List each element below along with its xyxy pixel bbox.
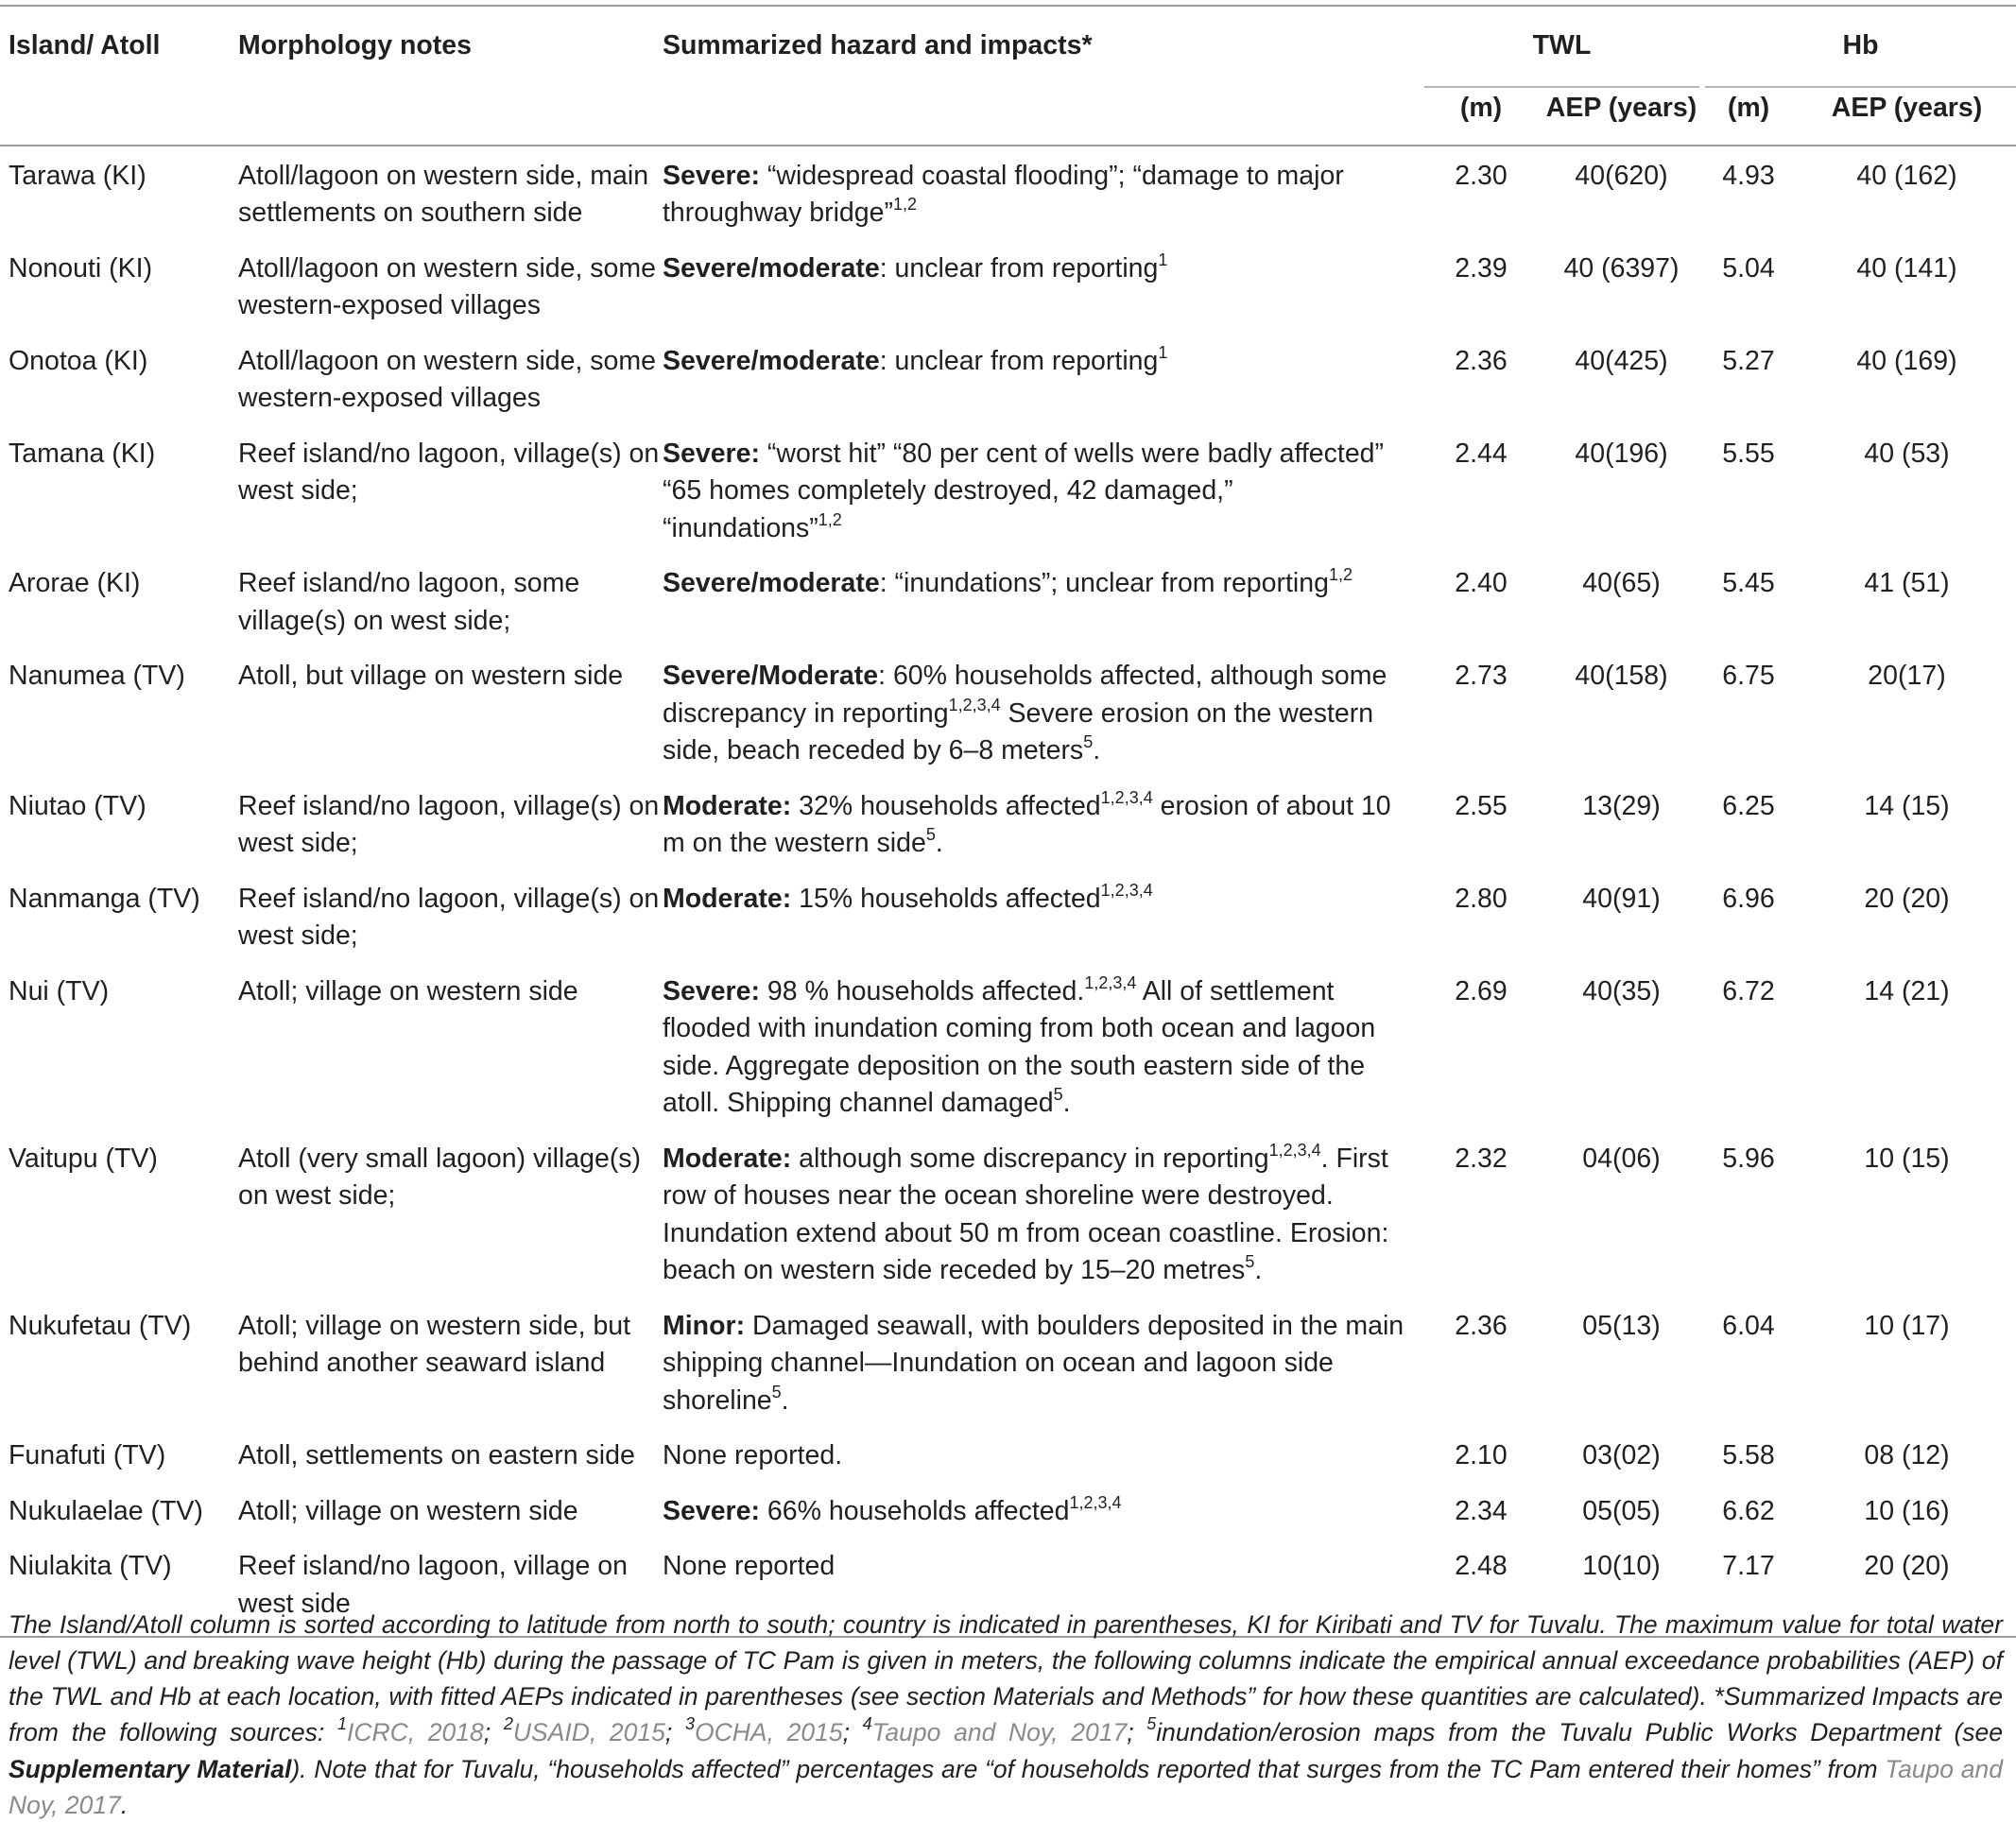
header-morphology: Morphology notes: [238, 6, 663, 88]
header-twl: TWL: [1424, 27, 1699, 88]
cell-impact: [663, 334, 1419, 426]
impact-text: : unclear from reporting: [880, 346, 1159, 376]
cell-morphology: Atoll, but village on western side: [238, 648, 663, 779]
cell-hb-aep: 10 (15): [1798, 1131, 2016, 1298]
impact-text: .: [782, 1385, 789, 1416]
table-row: [0, 146, 2016, 241]
cell-island: Nukulaelae (TV): [0, 1484, 238, 1539]
cell-twl-m: 2.44: [1419, 426, 1543, 557]
header-twl-m: (m): [1419, 88, 1543, 146]
cell-twl-m: 2.69: [1419, 964, 1543, 1131]
severity-label: Severe:: [663, 976, 760, 1006]
cell-twl-aep: 40 (6397): [1543, 241, 1699, 334]
cell-hb-aep: 14 (15): [1798, 779, 2016, 871]
impact-text: “worst hit” “80 per cent of wells were badly affected” “65 homes completely destroyed, 42 damaged,” “inundations”: [663, 439, 1384, 543]
citation-sup: 1,2,3,4: [949, 696, 1001, 714]
impact-text: .: [936, 828, 943, 858]
cell-twl-m: 2.40: [1419, 556, 1543, 648]
cell-impact: [663, 146, 1419, 241]
cell-island: Niutao (TV): [0, 779, 238, 871]
cell-island: Vaitupu (TV): [0, 1131, 238, 1298]
cell-twl-m: 2.73: [1419, 648, 1543, 779]
cell-hb-aep: 40 (141): [1798, 241, 2016, 334]
cell-morphology: Reef island/no lagoon, village(s) on west side;: [238, 779, 663, 871]
impact-text: Severe erosion on the western side, beach receded by 6–8 meters: [663, 698, 1373, 766]
cell-morphology: Reef island/no lagoon, village(s) on west side;: [238, 871, 663, 964]
cell-twl-aep: 40(620): [1543, 146, 1699, 241]
severity-label: Moderate:: [663, 884, 791, 914]
cell-hb-aep: 20(17): [1798, 648, 2016, 779]
cell-hb-aep: 40 (169): [1798, 334, 2016, 426]
footnote-sep: ;: [665, 1718, 685, 1746]
citation-sup: 1,2,3,4: [1101, 881, 1153, 900]
table-footnote: [9, 1607, 2003, 1823]
cell-hb-aep: 10 (16): [1798, 1484, 2016, 1539]
cell-twl-aep: 13(29): [1543, 779, 1699, 871]
cell-twl-aep: 05(05): [1543, 1484, 1699, 1539]
citation-sup: 1,2,3,4: [1084, 973, 1136, 992]
table-row: [0, 1131, 2016, 1298]
cell-twl-aep: 40(91): [1543, 871, 1699, 964]
cell-twl-aep: 40(196): [1543, 426, 1699, 557]
cell-twl-m: 2.55: [1419, 779, 1543, 871]
cell-morphology: Atoll; village on western side, but behind another seaward island: [238, 1298, 663, 1429]
cell-hb-m: 6.04: [1699, 1298, 1798, 1429]
results-table: [0, 5, 2016, 1638]
impact-text: 66% households affected: [760, 1496, 1069, 1526]
footnote-sep: ;: [1127, 1718, 1146, 1746]
header-twl-aep: AEP (years): [1543, 88, 1699, 146]
citation-sup: 5: [772, 1383, 782, 1402]
impact-text: although some discrepancy in reporting: [791, 1144, 1268, 1174]
cell-twl-m: 2.30: [1419, 146, 1543, 241]
impact-text: All of settlement flooded with inundation coming from both ocean and lagoon side. Aggregate deposition on the south eastern side of the atoll. Shipping channel damaged: [663, 976, 1375, 1119]
cell-hb-m: 6.96: [1699, 871, 1798, 964]
footnote-sup: 5: [1146, 1714, 1156, 1733]
cell-morphology: Reef island/no lagoon, some village(s) on west side;: [238, 556, 663, 648]
cell-hb-aep: 10 (17): [1798, 1298, 2016, 1429]
citation-sup: 1: [1158, 343, 1167, 362]
severity-label: Moderate:: [663, 791, 791, 821]
cell-twl-aep: 40(425): [1543, 334, 1699, 426]
cell-hb-aep: 41 (51): [1798, 556, 2016, 648]
cell-impact: [663, 556, 1419, 648]
citation-sup: 5: [1083, 732, 1093, 751]
footnote-text: .: [121, 1791, 128, 1819]
table-body: [0, 146, 2016, 1638]
footnote-sep: ;: [484, 1718, 504, 1746]
header-hb-aep: AEP (years): [1798, 88, 2016, 146]
cell-hb-m: 7.17: [1699, 1539, 1798, 1637]
impact-text: 32% households affected: [791, 791, 1100, 821]
cell-hb-aep: 14 (21): [1798, 964, 2016, 1131]
cell-twl-m: 2.10: [1419, 1428, 1543, 1484]
severity-label: Severe/moderate: [663, 253, 880, 284]
table-row: [0, 334, 2016, 426]
cell-twl-m: 2.48: [1419, 1539, 1543, 1637]
cell-impact: [663, 426, 1419, 557]
cell-twl-m: 2.36: [1419, 1298, 1543, 1429]
citation-sup: 1,2: [1329, 565, 1353, 584]
cell-twl-aep: 04(06): [1543, 1131, 1699, 1298]
header-twl-group: [1419, 6, 1699, 88]
severity-label: Severe/moderate: [663, 568, 880, 598]
table-header: [0, 6, 2016, 146]
cell-impact: [663, 871, 1419, 964]
table-row: [0, 1298, 2016, 1429]
cell-hb-m: 5.55: [1699, 426, 1798, 557]
supplementary-link[interactable]: Supplementary Material: [9, 1755, 291, 1783]
cell-hb-m: 6.25: [1699, 779, 1798, 871]
impact-text: None reported.: [663, 1440, 842, 1470]
cell-morphology: Atoll (very small lagoon) village(s) on west side;: [238, 1131, 663, 1298]
footnote-sup: 1: [337, 1714, 347, 1733]
citation-sup: 1,2,3,4: [1069, 1493, 1121, 1512]
cell-hb-aep: 20 (20): [1798, 871, 2016, 964]
table-row: [0, 648, 2016, 779]
footnote-sep: ;: [843, 1718, 863, 1746]
cell-morphology: Reef island/no lagoon, village(s) on west side;: [238, 426, 663, 557]
impact-text: 15% households affected: [791, 884, 1100, 914]
header-island: Island/ Atoll: [0, 6, 238, 88]
footnote-text: inundation/erosion maps from the Tuvalu Public Works Department (see: [1156, 1718, 2003, 1746]
cell-hb-aep: 40 (53): [1798, 426, 2016, 557]
impact-text: 98 % households affected.: [760, 976, 1084, 1006]
cell-island: Nui (TV): [0, 964, 238, 1131]
cell-hb-aep: 40 (162): [1798, 146, 2016, 241]
citation-sup: 1,2: [818, 510, 842, 529]
header-impact: Summarized hazard and impacts*: [663, 6, 1419, 88]
cell-hb-m: 5.45: [1699, 556, 1798, 648]
citation-sup: 1,2,3,4: [1101, 788, 1153, 807]
cell-impact: [663, 1131, 1419, 1298]
cell-impact: [663, 1428, 1419, 1484]
cell-island: Nanmanga (TV): [0, 871, 238, 964]
citation-sup: 5: [1245, 1252, 1254, 1271]
cell-island: Onotoa (KI): [0, 334, 238, 426]
table-row: [0, 964, 2016, 1131]
cell-impact: [663, 1484, 1419, 1539]
cell-morphology: Atoll/lagoon on western side, some western-exposed villages: [238, 334, 663, 426]
cell-impact: [663, 1298, 1419, 1429]
cell-island: Nonouti (KI): [0, 241, 238, 334]
table-row: [0, 556, 2016, 648]
cell-twl-m: 2.32: [1419, 1131, 1543, 1298]
cell-island: Nanumea (TV): [0, 648, 238, 779]
cell-hb-aep: 08 (12): [1798, 1428, 2016, 1484]
cell-twl-aep: 40(158): [1543, 648, 1699, 779]
header-hb-group: [1699, 6, 2016, 88]
ref-link-taupo[interactable]: Taupo and Noy, 2017: [872, 1718, 1128, 1746]
footnote-text: The Island/Atoll column is sorted according to latitude from north to south; country is indicated in parentheses, KI for Kiribati and TV for Tuvalu. The maximum value for total water level (TWL) and breaking wave height (Hb) during the passage of TC Pam is given in meters, the following columns indicate the empirical annual exceedance probabilities (AEP) of the TWL and Hb at each location, with fitted AEPs indicated in parentheses (see section Materials and Methods” for how these quantities are calculated). *Summarized Impacts are from the following sources:: [9, 1610, 2003, 1747]
cell-morphology: Reef island/no lagoon, village on west side: [238, 1539, 663, 1637]
severity-label: Minor:: [663, 1311, 745, 1341]
cell-impact: [663, 241, 1419, 334]
impact-text: : unclear from reporting: [880, 253, 1159, 284]
cell-twl-aep: 05(13): [1543, 1298, 1699, 1429]
severity-label: Severe/moderate: [663, 346, 880, 376]
footnote-sup: 3: [685, 1714, 695, 1733]
cell-hb-m: 6.72: [1699, 964, 1798, 1131]
impact-text: .: [1063, 1088, 1071, 1118]
severity-label: Severe:: [663, 1496, 760, 1526]
cell-hb-aep: 20 (20): [1798, 1539, 2016, 1637]
table-row: [0, 871, 2016, 964]
cell-morphology: Atoll/lagoon on western side, some western-exposed villages: [238, 241, 663, 334]
cell-morphology: Atoll; village on western side: [238, 1484, 663, 1539]
ref-link-taupo-2[interactable]: Taupo and Noy, 2017: [9, 1755, 2003, 1819]
impact-text: “widespread coastal flooding”; “damage to major throughway bridge”: [663, 161, 1344, 229]
cell-hb-m: 5.96: [1699, 1131, 1798, 1298]
severity-label: Severe/Moderate: [663, 661, 878, 691]
citation-sup: 5: [1054, 1085, 1063, 1104]
impact-text: . First row of houses near the ocean shoreline were destroyed. Inundation extend about 50 m from ocean coastline. Erosion: beach on western side receded by 15–20 metres: [663, 1144, 1388, 1286]
impact-text: : 60% households affected, although some discrepancy in reporting: [663, 661, 1387, 729]
impact-text: Damaged seawall, with boulders deposited in the main shipping channel—Inundation on ocean and lagoon side shoreline: [663, 1311, 1404, 1416]
severity-label: Severe:: [663, 439, 760, 469]
cell-hb-m: 6.75: [1699, 648, 1798, 779]
ref-link-icrc[interactable]: ICRC, 2018: [347, 1718, 484, 1746]
ref-link-ocha[interactable]: OCHA, 2015: [695, 1718, 843, 1746]
citation-sup: 1,2: [893, 195, 917, 214]
cell-island: Funafuti (TV): [0, 1428, 238, 1484]
table-row: [0, 426, 2016, 557]
cell-twl-aep: 03(02): [1543, 1428, 1699, 1484]
header-hb: Hb: [1705, 27, 2016, 88]
severity-label: Severe:: [663, 161, 760, 191]
cell-twl-aep: 40(65): [1543, 556, 1699, 648]
footnote-text: ). Note that for Tuvalu, “households affected” percentages are “of households reported that surges from the TC Pam entered their homes” from: [291, 1755, 1885, 1783]
header-hb-m: (m): [1699, 88, 1798, 146]
severity-label: Moderate:: [663, 1144, 791, 1174]
impact-text: .: [1093, 735, 1100, 765]
impact-text: erosion of about 10 m on the western side: [663, 791, 1391, 859]
cell-twl-m: 2.34: [1419, 1484, 1543, 1539]
cell-hb-m: 5.04: [1699, 241, 1798, 334]
table-row: [0, 1484, 2016, 1539]
cell-island: Niulakita (TV): [0, 1539, 238, 1637]
cell-twl-m: 2.80: [1419, 871, 1543, 964]
cell-hb-m: 5.58: [1699, 1428, 1798, 1484]
cell-morphology: Atoll; village on western side: [238, 964, 663, 1131]
cell-island: Nukufetau (TV): [0, 1298, 238, 1429]
citation-sup: 1,2,3,4: [1269, 1141, 1321, 1160]
footnote-sup: 2: [504, 1714, 513, 1733]
cell-twl-aep: 10(10): [1543, 1539, 1699, 1637]
footnote-sup: 4: [863, 1714, 872, 1733]
impact-text: .: [1254, 1255, 1262, 1285]
cell-hb-m: 4.93: [1699, 146, 1798, 241]
cell-island: Tamana (KI): [0, 426, 238, 557]
table-row: [0, 779, 2016, 871]
cell-morphology: Atoll, settlements on eastern side: [238, 1428, 663, 1484]
cell-island: Tarawa (KI): [0, 146, 238, 241]
citation-sup: 5: [926, 825, 936, 844]
cell-hb-m: 5.27: [1699, 334, 1798, 426]
table-row: [0, 241, 2016, 334]
cell-island: Arorae (KI): [0, 556, 238, 648]
cell-twl-m: 2.36: [1419, 334, 1543, 426]
cell-twl-m: 2.39: [1419, 241, 1543, 334]
impact-text: None reported: [663, 1551, 835, 1581]
impact-text: : “inundations”; unclear from reporting: [880, 568, 1329, 598]
cell-twl-aep: 40(35): [1543, 964, 1699, 1131]
cell-impact: [663, 648, 1419, 779]
ref-link-usaid[interactable]: USAID, 2015: [513, 1718, 665, 1746]
table-row: [0, 1428, 2016, 1484]
citation-sup: 1: [1158, 250, 1167, 269]
cell-impact: [663, 779, 1419, 871]
cell-morphology: Atoll/lagoon on western side, main settlements on southern side: [238, 146, 663, 241]
cell-impact: [663, 964, 1419, 1131]
cell-hb-m: 6.62: [1699, 1484, 1798, 1539]
